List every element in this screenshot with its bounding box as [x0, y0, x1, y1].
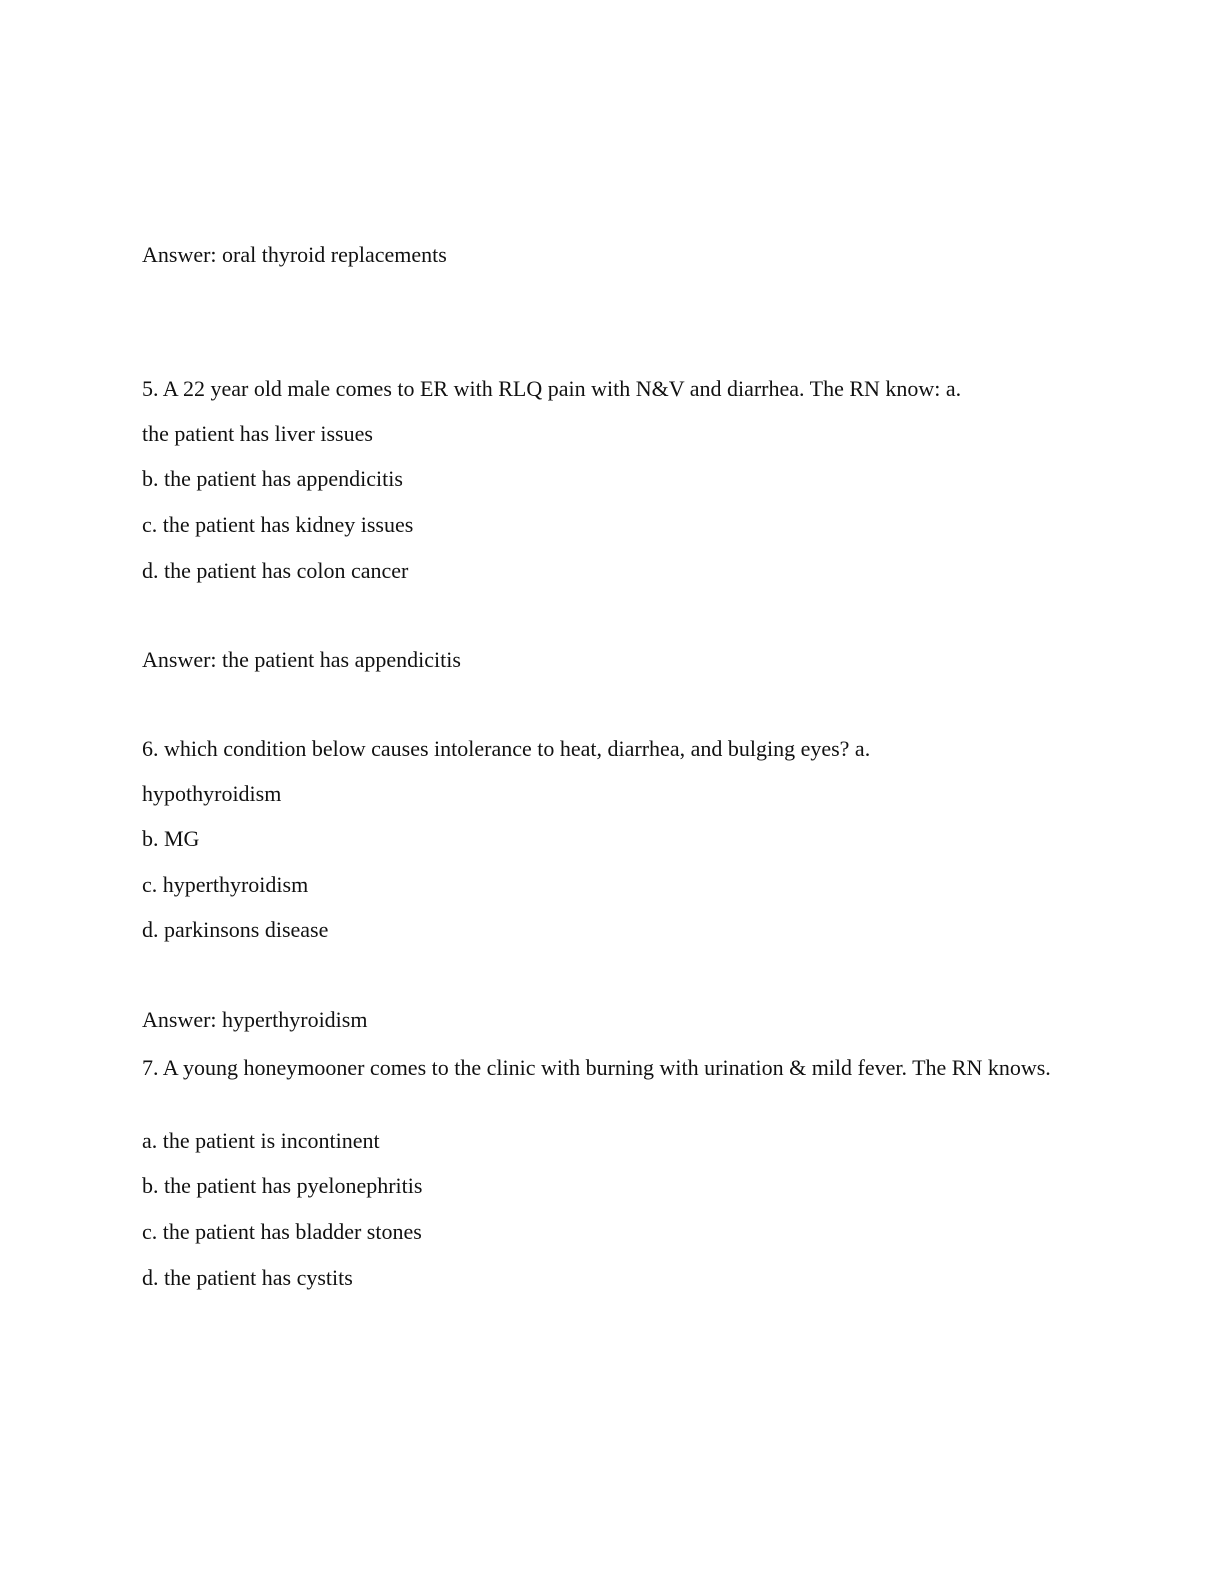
previous-answer: Answer: oral thyroid replacements	[142, 242, 447, 267]
question-5-stem: 5. A 22 year old male comes to ER with RLQ pain with N&V and diarrhea. The RN know: a.	[142, 376, 962, 401]
question-5-option: b. the patient has appendicitis	[142, 466, 403, 491]
question-5-option: c. the patient has kidney issues	[142, 512, 414, 537]
question-5-answer: Answer: the patient has appendicitis	[142, 647, 461, 672]
question-6-option: d. parkinsons disease	[142, 917, 329, 942]
question-7-option: a. the patient is incontinent	[142, 1128, 380, 1153]
question-5-option: d. the patient has colon cancer	[142, 558, 409, 583]
question-5-option: the patient has liver issues	[142, 421, 373, 446]
question-6-stem: 6. which condition below causes intolerance to heat, diarrhea, and bulging eyes? a.	[142, 736, 871, 761]
question-6-option: b. MG	[142, 826, 200, 851]
question-6-option: c. hyperthyroidism	[142, 872, 309, 897]
question-7-stem: 7. A young honeymooner comes to the clinic with burning with urination & mild fever. The RN knows.	[142, 1055, 1051, 1080]
question-6-answer: Answer: hyperthyroidism	[142, 1007, 368, 1032]
question-6-option: hypothyroidism	[142, 781, 282, 806]
question-7-option: b. the patient has pyelonephritis	[142, 1173, 423, 1198]
question-7-option: d. the patient has cystits	[142, 1265, 353, 1290]
question-7-option: c. the patient has bladder stones	[142, 1219, 422, 1244]
